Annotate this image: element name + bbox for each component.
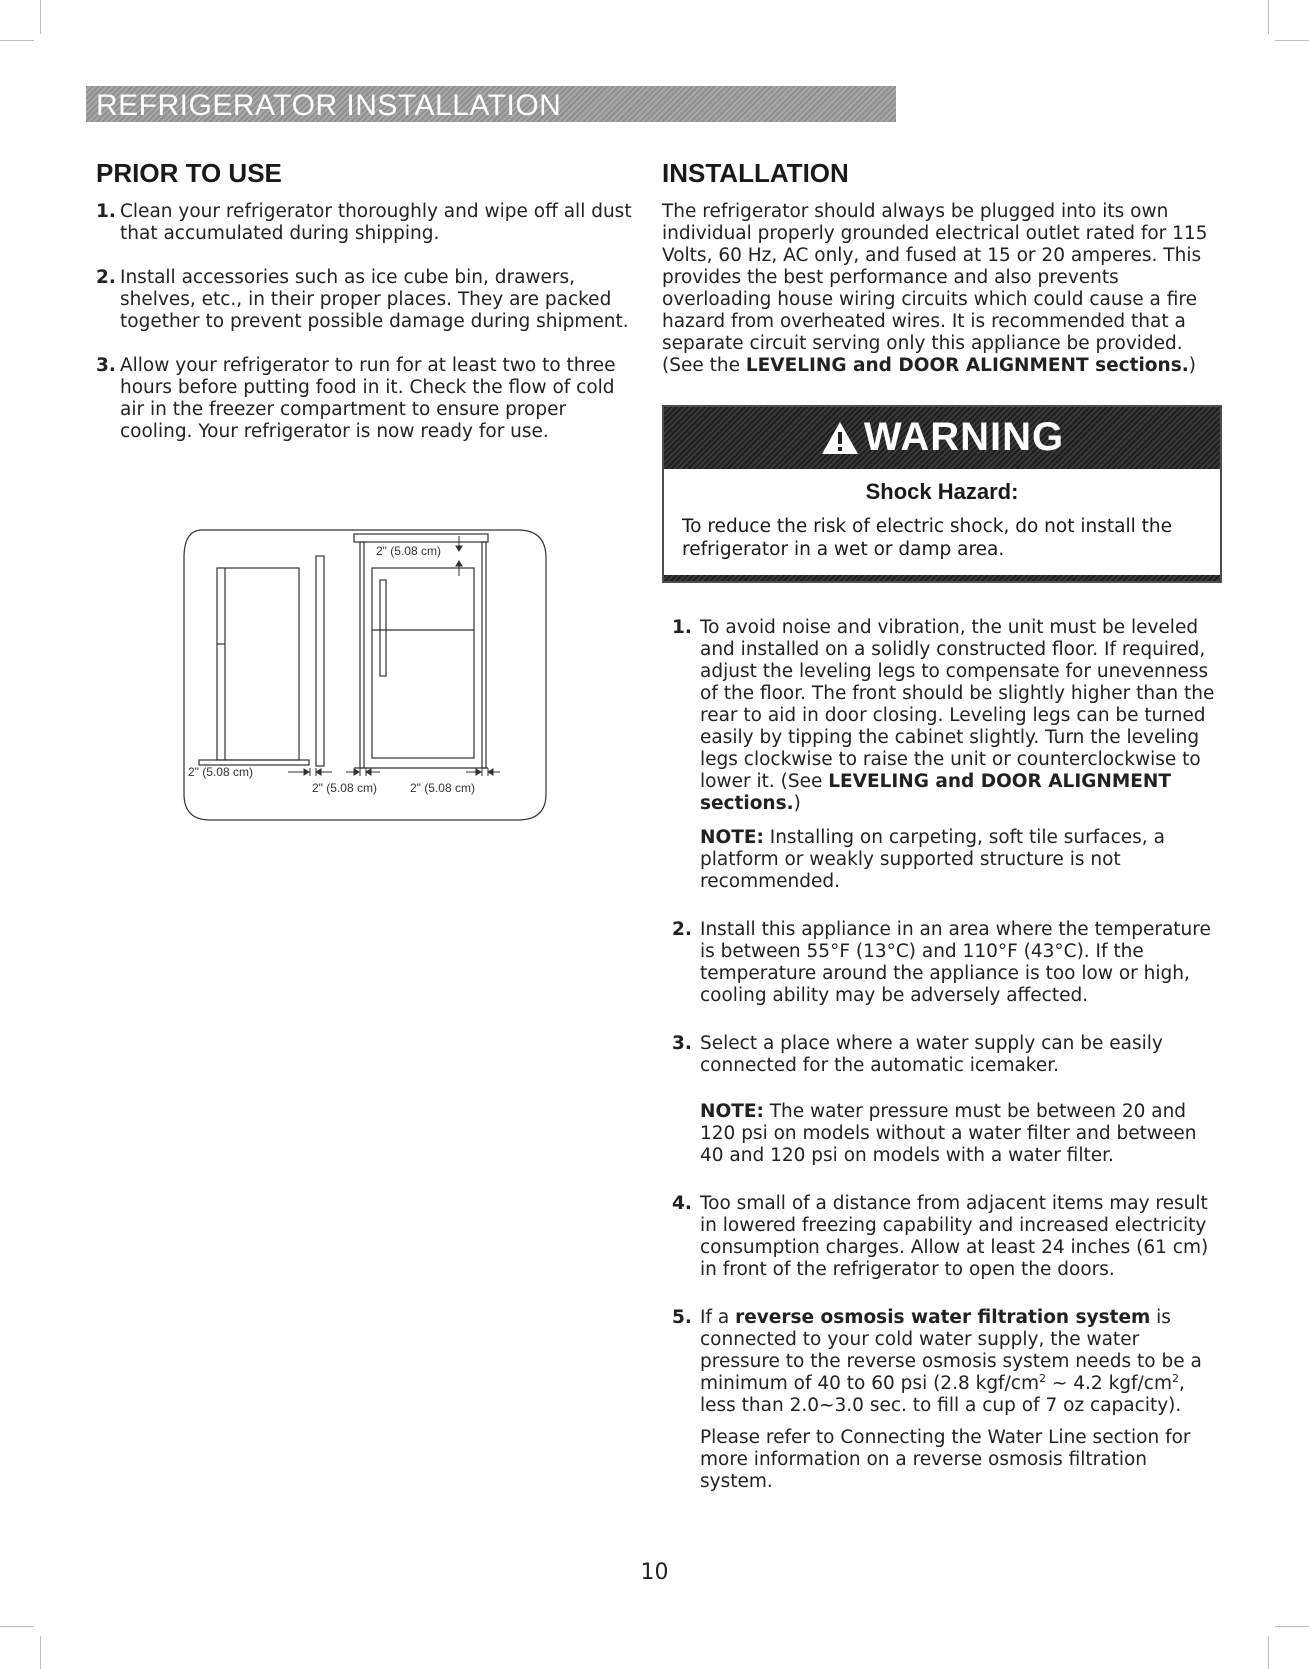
- crop-mark: [40, 1636, 41, 1669]
- list-item-text: Clean your refrigerator thoroughly and wipe off all dust that accumulated during shipping.: [120, 201, 632, 244]
- list-item-number: 3.: [672, 1033, 692, 1054]
- note-label: NOTE:: [700, 1101, 764, 1122]
- item-reference: LEVELING and DOOR ALIGNMENT sections.: [700, 771, 1172, 814]
- item-text: ~ 4.2 kgf/cm: [1046, 1373, 1172, 1394]
- item-text: Install this appliance in an area where the temperature is between 55: [700, 919, 1211, 962]
- item-emphasis: reverse osmosis water filtration system: [735, 1307, 1151, 1328]
- crop-mark: [0, 1626, 34, 1627]
- clearance-diagram: [180, 524, 550, 824]
- warning-label-text: WARNING: [863, 415, 1065, 459]
- list-item-text: Select a place where a water supply can be easily connected for the automatic icemaker.: [700, 1033, 1163, 1076]
- crop-mark: [1268, 1636, 1269, 1669]
- prior-to-use-heading: PRIOR TO USE: [96, 158, 282, 188]
- warning-label: [664, 415, 1220, 460]
- list-item-text: [700, 1307, 1222, 1417]
- crop-mark: [1275, 1626, 1309, 1627]
- warning-body: [664, 469, 1220, 575]
- warning-box: [662, 405, 1222, 583]
- list-item: [96, 267, 636, 333]
- intro-reference: LEVELING and DOOR ALIGNMENT sections.: [745, 355, 1189, 376]
- warning-triangle-icon: [820, 420, 860, 456]
- list-item-text: Allow your refrigerator to run for at least two to three hours before putting food in it. Check the flow of cold air in the freezer compartment to ensure proper cooling. Your refrigerator is now ready for use.: [120, 355, 616, 442]
- installation-heading: INSTALLATION: [662, 158, 849, 188]
- mid-clearance-label: 2" (5.08 cm): [312, 781, 377, 795]
- intro-text: The refrigerator should always be plugged into its own individual properly grounded electrical outlet rated for 115 Volts, 60 Hz, AC only, and fused at 15 or 20 amperes. This provides the best performance and also prevents overloading house wiring circuits which could cause a fire hazard from overheated wires. It is recommended that a separate circuit serving only this appliance be provided. (See the: [662, 201, 1208, 376]
- list-item: [662, 617, 1222, 893]
- right-clearance-label: 2" (5.08 cm): [410, 781, 475, 795]
- warning-text: To reduce the risk of electric shock, do not install the refrigerator in a wet or damp area.: [682, 516, 1172, 560]
- warning-footer-bar: [664, 575, 1220, 581]
- intro-end: ): [1188, 355, 1196, 376]
- crop-mark: [1275, 40, 1309, 41]
- crop-mark: [40, 0, 41, 34]
- item-text: If a: [700, 1307, 736, 1328]
- item-end: ): [793, 793, 801, 814]
- side-view-refrigerator: [199, 556, 324, 766]
- list-item-number: 4.: [672, 1193, 692, 1214]
- list-item-text: Too small of a distance from adjacent items may result in lowered freezing capability and increased electricity consumption charges. Allow at least 24 inches (61 cm) in front of the refrigerator to open the doors.: [700, 1193, 1209, 1280]
- list-item: [662, 1307, 1222, 1493]
- warning-header: [664, 407, 1220, 469]
- list-item: [662, 1033, 1222, 1167]
- left-clearance-label: 2" (5.08 cm): [188, 765, 253, 779]
- note-body: The water pressure must be between 20 and 120 psi on models without a water filter and between 40 and 120 psi on models with a water filter.: [700, 1101, 1197, 1166]
- superscript: 2: [1039, 1371, 1046, 1385]
- top-clearance-label: 2" (5.08 cm): [376, 544, 441, 558]
- list-item-text: [700, 919, 1222, 1007]
- note-label: NOTE:: [700, 827, 764, 848]
- bottom-clearance-arrows: [288, 768, 500, 776]
- section-banner-title: REFRIGERATOR INSTALLATION: [96, 89, 562, 122]
- list-item: [96, 355, 636, 443]
- list-item-number: 1.: [96, 201, 116, 222]
- list-item-number: 2.: [672, 919, 692, 940]
- list-item-paragraph: Please refer to Connecting the Water Line section for more information on a reverse osmosis filtration system.: [700, 1427, 1191, 1492]
- warning-title: Shock Hazard:: [865, 479, 1019, 504]
- item-text: To avoid noise and vibration, the unit must be leveled and installed on a solidly constructed floor. If required, adjust the leveling legs to compensate for unevenness of the floor. The front should be slightly higher than the rear to aid in door closing. Leveling legs can be turned easily by tipping the cabinet slightly. Turn the leveling legs clockwise to raise the unit or counterclockwise to lower it. (See: [700, 617, 1215, 792]
- list-item-number: 2.: [96, 267, 116, 288]
- installation-intro: [662, 201, 1222, 377]
- list-item-number: 3.: [96, 355, 116, 376]
- installation-section: [662, 158, 1222, 1519]
- section-banner: [86, 86, 896, 122]
- note-body: Installing on carpeting, soft tile surfaces, a platform or weakly supported structure is not recommended.: [700, 827, 1165, 892]
- list-item-text: Install accessories such as ice cube bin, drawers, shelves, etc., in their proper places. They are packed together to prevent possible damage during shipment.: [120, 267, 629, 332]
- list-item-text: [700, 617, 1222, 815]
- crop-mark: [0, 40, 34, 41]
- list-item: [96, 201, 636, 245]
- item-text: , less than 2.0~3.0 sec. to fill a cup of 7 oz capacity).: [700, 1373, 1185, 1416]
- front-view-refrigerator: [354, 534, 488, 768]
- item-text: is connected to your cold water supply, the water pressure to the reverse osmosis system needs to be a minimum of 40 to 60 psi (2.8 kgf/cm: [700, 1307, 1202, 1394]
- item-text: °C). If the temperature around the appliance is too low or high, cooling ability may be adversely affected.: [700, 941, 1190, 1006]
- note-text: [700, 1101, 1222, 1167]
- item-text: °F (43: [997, 941, 1055, 962]
- item-text: °F (13: [830, 941, 887, 962]
- page-number: 10: [640, 1560, 669, 1585]
- crop-mark: [1268, 0, 1269, 34]
- prior-to-use-list: [96, 201, 636, 443]
- superscript: 2: [1171, 1371, 1179, 1385]
- list-item: [662, 1193, 1222, 1281]
- note-text: [700, 827, 1222, 893]
- prior-to-use-section: [96, 158, 636, 465]
- list-item-number: 1.: [672, 617, 692, 638]
- list-item: [662, 919, 1222, 1007]
- item-text: °C) and 110: [886, 941, 998, 962]
- list-item-number: 5.: [672, 1307, 692, 1328]
